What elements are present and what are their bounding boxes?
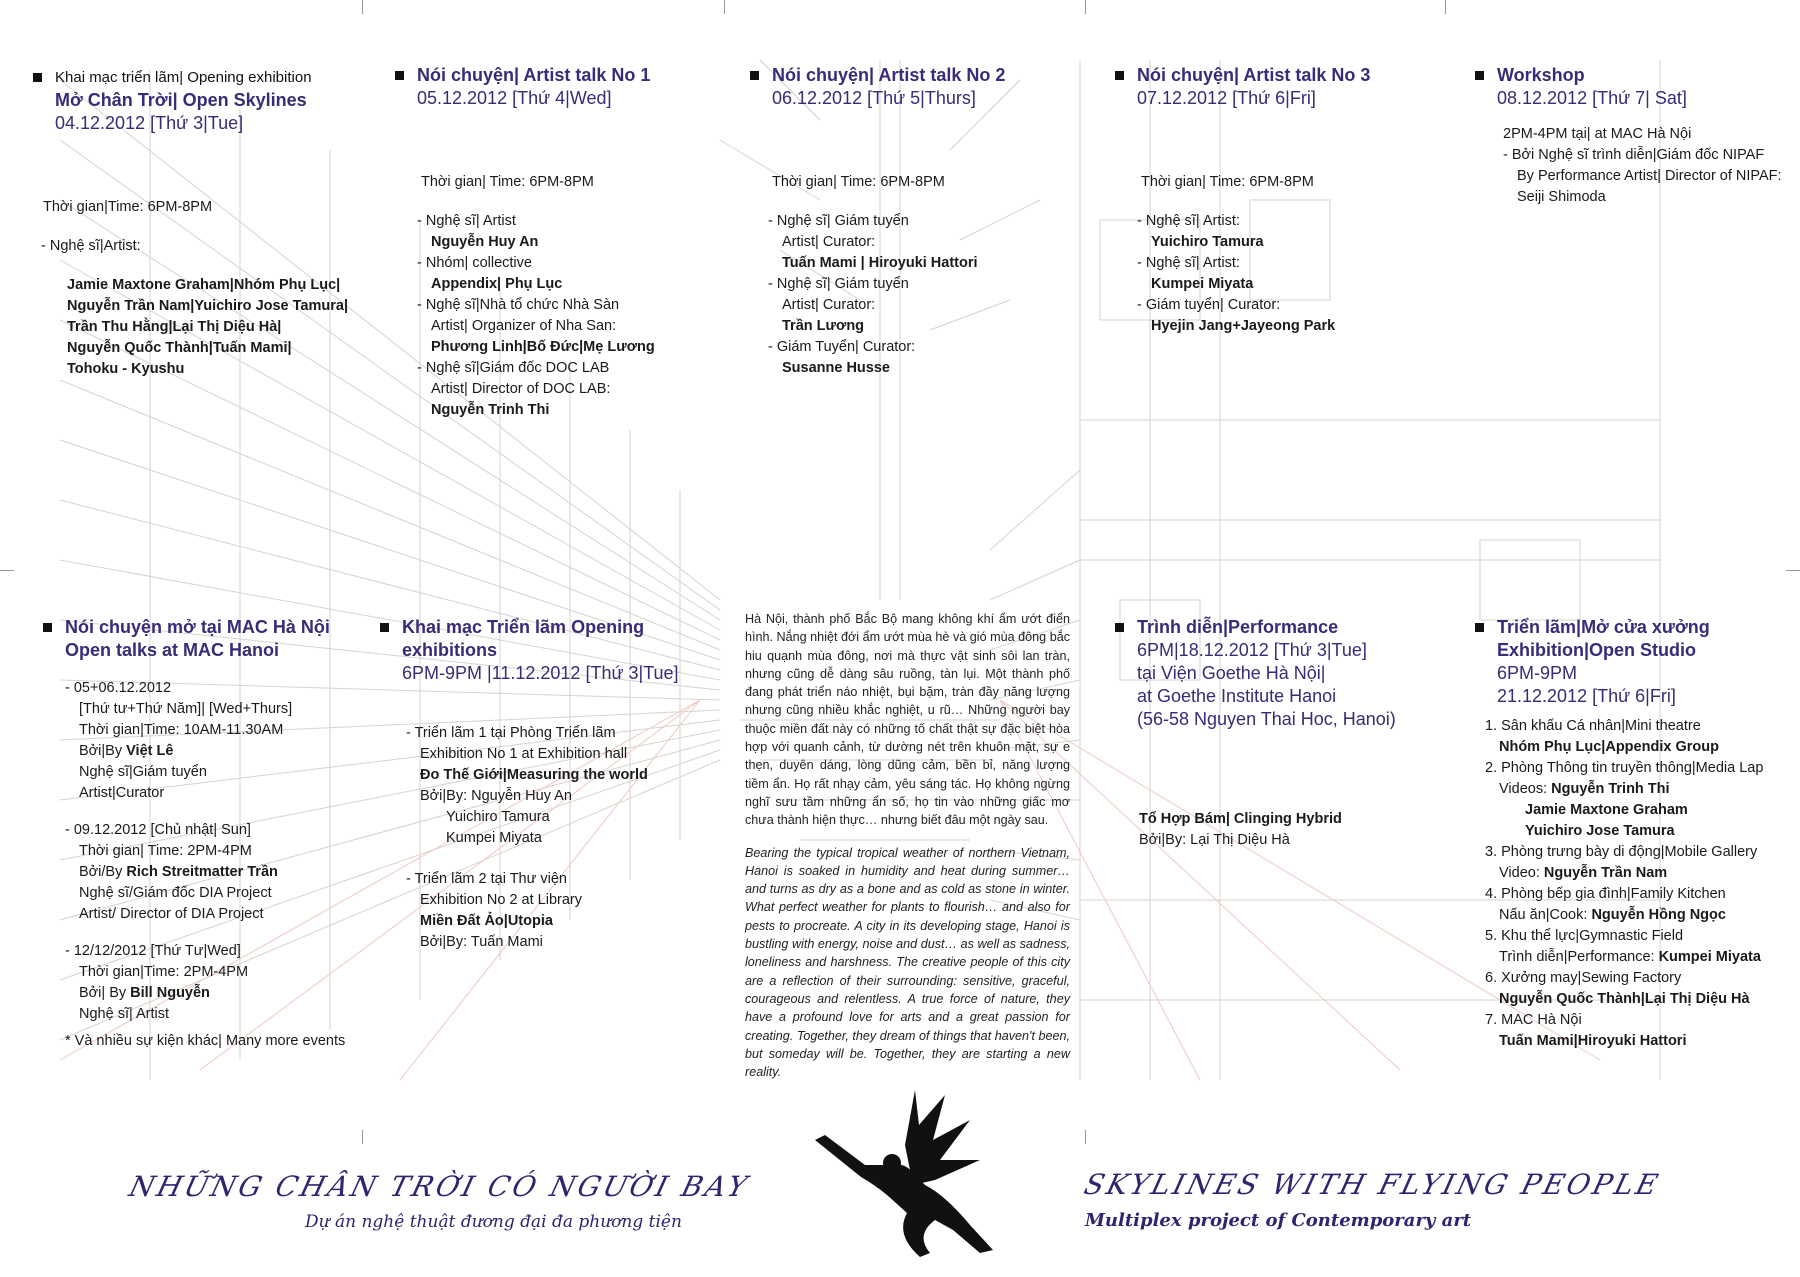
- detail-line: [1137, 274, 1435, 295]
- section-title: Triển lãm|Mở cửa xưởng: [1497, 617, 1710, 637]
- detail-line-text: By Performance Artist| Director of NIPAF:: [1517, 168, 1782, 184]
- detail-line-text: Artist|Curator: [79, 785, 165, 801]
- section-date: 06.12.2012 [Thứ 5|Thurs]: [772, 88, 976, 108]
- artist-talk-1-panel: [395, 64, 715, 421]
- detail-line: [65, 1004, 363, 1025]
- detail-line-text: - Triển lãm 2 tại Thư viện: [406, 871, 567, 887]
- detail-line: [1137, 232, 1435, 253]
- detail-line: [417, 253, 715, 274]
- section-header: [1115, 616, 1445, 731]
- detail-line: [1485, 1010, 1785, 1031]
- detail-line-text: Yuichiro Tamura: [1151, 234, 1264, 250]
- section-time: 6PM-9PM: [1497, 663, 1578, 683]
- performance-info: tại Viện Goethe Hà Nội|: [1137, 663, 1326, 683]
- detail-line-name: Việt Lê: [126, 743, 174, 759]
- detail-line-text: Kumpei Miyata: [1151, 276, 1254, 292]
- square-bullet-icon: [750, 71, 759, 80]
- detail-line: [1485, 800, 1785, 821]
- detail-line: [768, 316, 1070, 337]
- detail-line: [406, 911, 700, 932]
- detail-line-text: 5. Khu thể lực|Gymnastic Field: [1485, 928, 1684, 944]
- detail-line: [1485, 926, 1785, 947]
- detail-line-text: Exhibition No 2 at Library: [420, 892, 582, 908]
- open-talks-list: [43, 678, 363, 1025]
- detail-line-text: - Nghệ sĩ|Giám đốc DOC LAB: [417, 360, 610, 376]
- detail-line-text: Artist/ Director of DIA Project: [79, 906, 264, 922]
- talk-details: [750, 211, 1070, 379]
- detail-line-text: - Nghệ sĩ|Nhà tổ chức Nhà Sàn: [417, 297, 620, 313]
- detail-line: [65, 741, 363, 762]
- time-line: Thời gian|Time: 6PM-8PM: [43, 199, 213, 215]
- detail-line: [1137, 295, 1435, 316]
- section-date: 08.12.2012 [Thứ 7| Sat]: [1497, 88, 1687, 108]
- detail-line-text: - Triển lãm 1 tại Phòng Triển lãm: [406, 725, 616, 741]
- opening-exhibition-panel: [33, 66, 353, 380]
- section-header: [1115, 64, 1435, 110]
- performance-info: 6PM|18.12.2012 [Thứ 3|Tue]: [1137, 640, 1367, 660]
- talk-details: [395, 211, 715, 421]
- performance-work: Tổ Hợp Bám| Clinging Hybrid: [1139, 811, 1342, 827]
- workshop-panel: [1475, 64, 1795, 208]
- section-title: Nói chuyện| Artist talk No 1: [417, 65, 651, 85]
- time-line: Thời gian| Time: 6PM-8PM: [1141, 174, 1314, 190]
- detail-line: [1503, 124, 1795, 145]
- flying-person-icon: [795, 1085, 1015, 1275]
- performance-by: Bởi|By: Lại Thị Diệu Hà: [1139, 832, 1290, 848]
- crop-mark: [362, 0, 363, 14]
- square-bullet-icon: [1115, 71, 1124, 80]
- detail-line-text: - Giám Tuyển| Curator:: [768, 339, 916, 355]
- artist-line: Trần Thu Hằng|Lại Thị Diệu Hà|: [67, 319, 282, 335]
- section-pretitle: Khai mạc triển lãm| Opening exhibition: [55, 69, 312, 86]
- detail-line-text: Artist| Curator:: [782, 297, 876, 313]
- essay-english: Bearing the typical tropical weather of northern Vietnam, Hanoi is soaked in humidity and heat during summer… and turns as dry as a bone and as cold as stone in winter. What perfect weather for plants to flourish… and also for pests to procreate. A city in its developing stage, Hanoi is bustling with energy, noise and dust… as well as sadness, loneliness and harshness. The creative people of this city are a reflection of their surrounding: sensitive, graceful, courageous and relentless. A true force of nature, they have a profound love for arts and a great passion for creating. Together, they dream of things that haven't been, but someday will be. Together, they are starting a new reality.: [745, 845, 1070, 1080]
- detail-line-text: Appendix| Phụ Lục: [431, 276, 563, 292]
- detail-line: [417, 400, 715, 421]
- artist-talk-3-panel: [1115, 64, 1435, 337]
- detail-line: [65, 962, 363, 983]
- crop-mark: [0, 570, 14, 571]
- square-bullet-icon: [395, 71, 404, 80]
- detail-line-text: 6. Xưởng may|Sewing Factory: [1485, 970, 1682, 986]
- detail-line: [1485, 842, 1785, 863]
- section-header: [750, 64, 1070, 110]
- detail-line-text: Tuấn Mami | Hiroyuki Hattori: [782, 255, 978, 271]
- detail-line: [1485, 821, 1785, 842]
- detail-line-text: Nguyễn Quốc Thành|Lại Thị Diệu Hà: [1499, 991, 1750, 1007]
- section-header: [33, 66, 353, 135]
- detail-line-text: 3. Phòng trưng bày di động|Mobile Gallery: [1485, 844, 1758, 860]
- section-header: [380, 616, 700, 685]
- open-studio-panel: [1475, 616, 1785, 1052]
- detail-line-text: Jamie Maxtone Graham: [1525, 802, 1688, 818]
- detail-line-text: Susanne Husse: [782, 360, 890, 376]
- artist-line: Nguyễn Trần Nam|Yuichiro Jose Tamura|: [67, 298, 349, 314]
- section-header: [1475, 64, 1795, 110]
- section-header: [395, 64, 715, 110]
- detail-line-text: Yuichiro Tamura: [446, 809, 550, 825]
- detail-line: [406, 723, 700, 744]
- detail-line: [406, 807, 700, 828]
- detail-line: [1485, 968, 1785, 989]
- square-bullet-icon: [1115, 623, 1124, 632]
- detail-line-text: Nghệ sĩ|Giám tuyển: [79, 764, 207, 780]
- detail-line-name: Nguyễn Trần Nam: [1543, 865, 1668, 881]
- detail-line: [65, 783, 363, 804]
- artist-label: - Nghệ sĩ|Artist:: [41, 238, 141, 254]
- detail-line-text: Bởi|By: [79, 743, 127, 759]
- detail-line: [65, 678, 363, 699]
- detail-line: [1503, 145, 1795, 166]
- detail-line: [65, 904, 363, 925]
- section-date: 04.12.2012 [Thứ 3|Tue]: [55, 113, 244, 133]
- section-title-en: Exhibition|Open Studio: [1497, 640, 1697, 660]
- crop-mark: [1786, 570, 1800, 571]
- detail-line-text: Thời gian|Time: 10AM-11.30AM: [79, 722, 284, 738]
- event-block: [65, 820, 363, 925]
- crop-mark: [1445, 0, 1446, 14]
- section-title: Nói chuyện| Artist talk No 3: [1137, 65, 1371, 85]
- open-studio-list: [1475, 716, 1785, 1052]
- project-essay: [745, 610, 1070, 1095]
- detail-line-text: - Giám tuyển| Curator:: [1137, 297, 1281, 313]
- detail-line: [1485, 905, 1785, 926]
- detail-line: [417, 379, 715, 400]
- detail-line: [406, 932, 700, 953]
- detail-line-text: 4. Phòng bếp gia đình|Family Kitchen: [1485, 886, 1726, 902]
- detail-line-text: Hyejin Jang+Jayeong Park: [1151, 318, 1336, 334]
- detail-line-text: Videos:: [1499, 781, 1552, 797]
- crop-mark: [362, 1130, 363, 1144]
- detail-line-text: Tuấn Mami|Hiroyuki Hattori: [1499, 1033, 1687, 1049]
- project-subtitle-vi: Dự án nghệ thuật đương đại đa phương tiện: [305, 1212, 682, 1232]
- detail-line: [768, 253, 1070, 274]
- detail-line: [1485, 947, 1785, 968]
- detail-line: [406, 786, 700, 807]
- crop-mark: [1085, 1130, 1086, 1144]
- detail-line-text: Nguyễn Trinh Thi: [431, 402, 550, 418]
- project-title-vi: NHỮNG CHÂN TRỜI CÓ NGƯỜI BAY: [125, 1170, 754, 1203]
- detail-line-text: Artist| Curator:: [782, 234, 876, 250]
- detail-line: [768, 337, 1070, 358]
- time-line: Thời gian| Time: 6PM-8PM: [772, 174, 945, 190]
- section-title-en: Open talks at MAC Hanoi: [65, 640, 280, 660]
- detail-line-text: Artist| Director of DOC LAB:: [431, 381, 611, 397]
- detail-line: [1485, 1031, 1785, 1052]
- section-title: Nói chuyện| Artist talk No 2: [772, 65, 1006, 85]
- detail-line: [768, 358, 1070, 379]
- section-title: Khai mạc Triển lãm: [402, 617, 567, 637]
- detail-line: [65, 883, 363, 904]
- detail-line: [768, 274, 1070, 295]
- detail-line-text: - Nghệ sĩ| Artist: [417, 213, 516, 229]
- detail-line-text: Kumpei Miyata: [446, 830, 542, 846]
- detail-line: [1485, 737, 1785, 758]
- detail-line: [417, 232, 715, 253]
- detail-line-text: - Nghệ sĩ| Giám tuyển: [768, 213, 909, 229]
- detail-line: [406, 744, 700, 765]
- detail-line-text: Bởi|By: Tuấn Mami: [420, 934, 543, 950]
- detail-line: [65, 699, 363, 720]
- detail-line: [1503, 166, 1795, 187]
- detail-line-text: - 12/12/2012 [Thứ Tư|Wed]: [65, 943, 241, 959]
- detail-line-name: Rich Streitmatter Trần: [126, 864, 278, 880]
- detail-line: [1485, 884, 1785, 905]
- detail-line-text: Nhóm Phụ Lục|Appendix Group: [1499, 739, 1719, 755]
- detail-line-text: 7. MAC Hà Nội: [1485, 1012, 1582, 1028]
- detail-line: [1485, 989, 1785, 1010]
- detail-line-text: Video:: [1499, 865, 1544, 881]
- exhibition-list: [380, 723, 700, 953]
- detail-line-text: Bởi/By: [79, 864, 127, 880]
- detail-line: [768, 211, 1070, 232]
- detail-line: [417, 274, 715, 295]
- artist-line: Jamie Maxtone Graham|Nhóm Phụ Lục|: [67, 277, 341, 293]
- detail-line-text: - Nghệ sĩ| Artist:: [1137, 255, 1240, 271]
- detail-line-text: Yuichiro Jose Tamura: [1525, 823, 1675, 839]
- detail-line-text: Trần Lương: [782, 318, 865, 334]
- section-date: 21.12.2012 [Thứ 6|Fri]: [1497, 686, 1676, 706]
- detail-line: [65, 762, 363, 783]
- square-bullet-icon: [43, 623, 52, 632]
- detail-line: [768, 232, 1070, 253]
- square-bullet-icon: [1475, 623, 1484, 632]
- detail-line: [65, 820, 363, 841]
- detail-line-text: Nguyễn Huy An: [431, 234, 539, 250]
- section-title: Trình diễn|Performance: [1137, 617, 1339, 637]
- detail-line-name: Nguyễn Trinh Thi: [1551, 781, 1670, 797]
- opening-exhibitions-panel: [380, 616, 700, 953]
- section-title: Workshop: [1497, 65, 1585, 85]
- time-line: Thời gian| Time: 6PM-8PM: [421, 174, 594, 190]
- event-block: [65, 941, 363, 1025]
- detail-line: [417, 316, 715, 337]
- detail-line-text: Miền Đất Ảo|Utopia: [420, 913, 553, 929]
- detail-line-text: Trình diễn|Performance:: [1499, 949, 1659, 965]
- performance-info: (56-58 Nguyen Thai Hoc, Hanoi): [1137, 709, 1396, 729]
- detail-line: [1137, 211, 1435, 232]
- detail-line-text: Bởi|By: Nguyễn Huy An: [420, 788, 572, 804]
- event-block: [406, 869, 700, 953]
- detail-line-text: Đo Thế Giới|Measuring the world: [420, 767, 648, 783]
- section-title: Nói chuyện mở tại MAC Hà Nội: [65, 617, 330, 637]
- detail-line-name: Kumpei Miyata: [1658, 949, 1761, 965]
- detail-line: [65, 862, 363, 883]
- detail-line-text: Phương Linh|Bố Đức|Mẹ Lương: [431, 339, 655, 355]
- crop-mark: [724, 0, 725, 14]
- section-date: 6PM-9PM |11.12.2012 [Thứ 3|Tue]: [402, 663, 679, 683]
- talk-details: [1115, 211, 1435, 337]
- detail-line-text: Thời gian|Time: 2PM-4PM: [79, 964, 249, 980]
- detail-line: [65, 841, 363, 862]
- detail-line-text: 1. Sân khấu Cá nhân|Mini theatre: [1485, 718, 1701, 734]
- detail-line-text: - 05+06.12.2012: [65, 680, 172, 696]
- detail-line-name: Nguyễn Hồng Ngọc: [1591, 907, 1726, 923]
- detail-line-text: Nghệ sĩ| Artist: [79, 1006, 169, 1022]
- detail-line-text: 2PM-4PM tại| at MAC Hà Nội: [1503, 126, 1692, 142]
- detail-line: [406, 890, 700, 911]
- workshop-details: [1475, 124, 1795, 208]
- detail-line: [1137, 253, 1435, 274]
- detail-line: [406, 828, 700, 849]
- section-header: [1475, 616, 1785, 708]
- detail-line: [65, 983, 363, 1004]
- detail-line: [1137, 316, 1435, 337]
- detail-line: [65, 941, 363, 962]
- detail-line-text: - Nghệ sĩ| Artist:: [1137, 213, 1240, 229]
- detail-line-text: Nghệ sĩ/Giám đốc DIA Project: [79, 885, 272, 901]
- section-title: Mở Chân Trời| Open Skylines: [55, 90, 307, 110]
- detail-line: [1485, 779, 1785, 800]
- square-bullet-icon: [1475, 71, 1484, 80]
- detail-line-text: - Nghệ sĩ| Giám tuyển: [768, 276, 909, 292]
- performance-panel: [1115, 616, 1445, 851]
- detail-line: [1485, 716, 1785, 737]
- detail-line: [406, 765, 700, 786]
- detail-line-text: 2. Phòng Thông tin truyền thông|Media Lap: [1485, 760, 1764, 776]
- performance-info: at Goethe Institute Hanoi: [1137, 686, 1337, 706]
- open-talks-panel: [43, 616, 363, 1052]
- artist-line: Tohoku - Kyushu: [67, 361, 185, 377]
- detail-line-text: Nấu ăn|Cook:: [1499, 907, 1592, 923]
- detail-line: [417, 295, 715, 316]
- detail-line: [65, 720, 363, 741]
- artist-line: Nguyễn Quốc Thành|Tuấn Mami|: [67, 340, 292, 356]
- section-header: [43, 616, 363, 662]
- detail-line-text: [Thứ tư+Thứ Năm]| [Wed+Thurs]: [79, 701, 293, 717]
- artist-list: [33, 275, 353, 380]
- detail-line-text: - Nhóm| collective: [417, 255, 532, 271]
- event-block: [406, 723, 700, 849]
- project-title-en: SKYLINES WITH FLYING PEOPLE: [1080, 1168, 1665, 1201]
- detail-line-text: Bởi| By: [79, 985, 131, 1001]
- section-date: 05.12.2012 [Thứ 4|Wed]: [417, 88, 612, 108]
- section-title-en: Opening exhibitions: [402, 617, 645, 660]
- detail-line: [417, 358, 715, 379]
- square-bullet-icon: [33, 73, 42, 82]
- detail-line: [417, 211, 715, 232]
- artist-talk-2-panel: [750, 64, 1070, 379]
- detail-line-name: Bill Nguyễn: [130, 985, 210, 1001]
- footnote: * Và nhiều sự kiện khác| Many more events: [65, 1033, 346, 1049]
- detail-line-text: - Bởi Nghệ sĩ trình diễn|Giám đốc NIPAF: [1503, 147, 1765, 163]
- detail-line-text: Exhibition No 1 at Exhibition hall: [420, 746, 628, 762]
- detail-line: [417, 337, 715, 358]
- essay-vietnamese: Hà Nội, thành phố Bắc Bộ mang không khí ẩm ướt điển hình. Nắng nhiệt đới ẩm ướt mùa hè và gió mùa đông bắc hiu quạnh mùa đông, nơi mà thực vật sinh sôi lan tràn, nhưng cũng dễ dàng sâu ruồng, tàn lụi. Một thành phố đang phát triển náo nhiệt, bụi bặm, tràn đầy năng lượng nhưng cũng nhiều khắc nghiệt, u rũ… Những người bay thuộc miền đất này có những tố chất thật sự đặc biệt hòa hợp với quanh cảnh, từ dường nét trên khuôn mặt, sự e thẹn, duyên dáng, lòng dũng cảm, bền bỉ, năng lượng tiềm ẩn. Họ rất nhạy cảm, yêu sáng tác. Họ không ngừng nghĩ sưu tầm những ẩn số, họ tin vào những giấc mơ chưa thành hiện thực… nhưng biết đâu một ngày sau.: [745, 612, 1070, 828]
- crop-mark: [1085, 0, 1086, 14]
- project-subtitle-en: Multiplex project of Contemporary art: [1085, 1210, 1472, 1231]
- detail-line: [406, 869, 700, 890]
- detail-line: [1503, 187, 1795, 208]
- square-bullet-icon: [380, 623, 389, 632]
- detail-line: [768, 295, 1070, 316]
- detail-line-text: Seiji Shimoda: [1517, 189, 1606, 205]
- detail-line-text: Artist| Organizer of Nha San:: [431, 318, 617, 334]
- section-date: 07.12.2012 [Thứ 6|Fri]: [1137, 88, 1316, 108]
- event-block: [65, 678, 363, 804]
- detail-line-text: - 09.12.2012 [Chủ nhật| Sun]: [65, 822, 251, 838]
- detail-line: [1485, 758, 1785, 779]
- detail-line: [1485, 863, 1785, 884]
- detail-line-text: Thời gian| Time: 2PM-4PM: [79, 843, 252, 859]
